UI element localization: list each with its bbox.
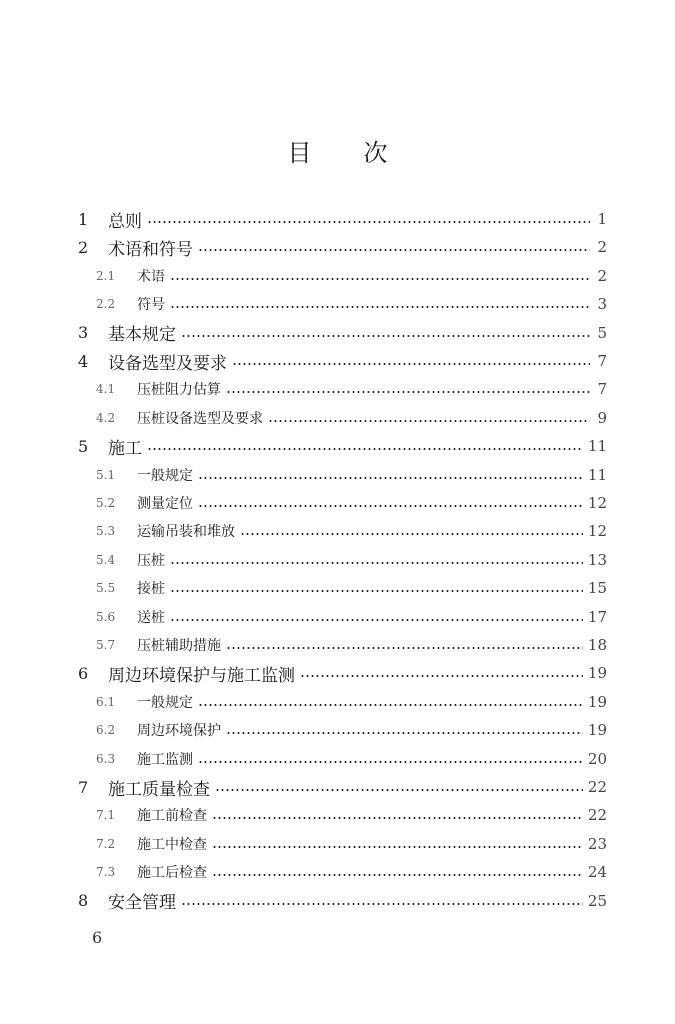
toc-entry-content xyxy=(137,379,607,399)
toc-entry-page: 20 xyxy=(587,749,607,768)
toc-entry-page: 7 xyxy=(597,352,607,370)
toc-entry-number: 6.1 xyxy=(96,694,116,709)
toc-entry-label: 安全管理 xyxy=(108,893,176,914)
dot-leader xyxy=(232,363,590,365)
toc-entry-label: 施工前检查 xyxy=(137,808,207,825)
toc-entry-number: 2.1 xyxy=(96,268,116,283)
toc-entry-content xyxy=(137,294,607,314)
page-number: 6 xyxy=(92,928,103,947)
toc-entry xyxy=(0,574,675,602)
toc-entry-content xyxy=(137,805,607,825)
dot-leader xyxy=(198,505,583,507)
toc-entry xyxy=(0,290,675,318)
toc-entry-page: 5 xyxy=(597,323,607,342)
toc-entry-content xyxy=(108,207,607,232)
toc-entry-label: 术语和符号 xyxy=(108,239,193,260)
toc-entry-label: 符号 xyxy=(137,297,165,314)
toc-entry-label: 基本规定 xyxy=(108,325,176,346)
toc-entry xyxy=(0,489,675,517)
toc-entry-page: 2 xyxy=(597,238,607,257)
dot-leader xyxy=(170,306,590,308)
toc-entry xyxy=(0,233,675,261)
toc-entry-label: 周边环境保护 xyxy=(137,723,221,740)
dot-leader xyxy=(268,420,590,422)
toc-entry-label: 术语 xyxy=(137,268,165,285)
toc-entry-page: 11 xyxy=(587,437,607,456)
toc-entry-number: 4.2 xyxy=(96,410,116,425)
toc-entry xyxy=(0,432,675,460)
toc-entry-content xyxy=(137,720,607,740)
toc-entry-page: 22 xyxy=(587,806,607,825)
toc-entry-page: 13 xyxy=(587,550,607,569)
toc-entry-number: 7.2 xyxy=(96,836,116,851)
toc-entry-page: 2 xyxy=(597,266,607,285)
toc-entry xyxy=(0,461,675,489)
toc-entry-content xyxy=(137,550,607,570)
toc-entry-label: 一般规定 xyxy=(137,694,193,711)
toc-entry-page: 9 xyxy=(597,408,607,427)
toc-entry-label: 运输吊装和堆放 xyxy=(137,524,235,541)
toc-entry-number: 7.3 xyxy=(96,865,116,880)
toc-entry-page: 3 xyxy=(597,295,607,314)
toc-entry-label: 周边环境保护与施工监测 xyxy=(108,665,295,686)
dot-leader xyxy=(147,221,590,223)
toc-entry-page: 18 xyxy=(587,636,607,654)
dot-leader xyxy=(170,590,583,592)
toc-entry-number: 5.4 xyxy=(96,552,116,567)
toc-entry-content xyxy=(108,888,607,913)
toc-entry-label: 施工中检查 xyxy=(137,836,207,853)
toc-entry-content xyxy=(108,775,607,800)
toc-entry-number: 8 xyxy=(78,891,89,911)
toc-entry-content xyxy=(137,465,607,485)
toc-entry xyxy=(0,716,675,744)
toc-entry xyxy=(0,887,675,915)
toc-entry-label: 测量定位 xyxy=(137,496,193,512)
toc-entry-label: 总则 xyxy=(108,211,142,232)
toc-entry-content xyxy=(137,578,607,598)
dot-leader xyxy=(170,562,583,564)
toc-entry xyxy=(0,773,675,801)
toc-entry-label: 施工监测 xyxy=(137,751,193,768)
toc-entry-page: 23 xyxy=(587,834,607,853)
toc-entry xyxy=(0,347,675,375)
toc-entry-number: 5 xyxy=(78,436,89,456)
toc-entry-page: 24 xyxy=(587,863,607,882)
toc-entry-number: 4 xyxy=(78,351,89,371)
toc-entry-label: 送桩 xyxy=(137,609,165,626)
toc-entry-content xyxy=(137,521,607,541)
toc-entry-label: 压桩设备选型及要求 xyxy=(137,410,263,427)
toc-entry-label: 压桩 xyxy=(137,552,165,569)
dot-leader xyxy=(300,675,583,677)
toc-entry-page: 15 xyxy=(587,579,607,598)
toc-entry-page: 19 xyxy=(587,664,607,683)
dot-leader xyxy=(240,533,583,535)
dot-leader xyxy=(226,647,583,649)
toc-entry-label: 一般规定 xyxy=(137,467,193,484)
toc-entry-content xyxy=(137,266,607,286)
toc-entry-number: 7 xyxy=(78,777,89,797)
toc-entry-content xyxy=(108,349,607,374)
toc-entry xyxy=(0,319,675,347)
toc-entry-number: 1 xyxy=(78,209,89,229)
toc-entry-number: 4.1 xyxy=(96,382,116,397)
toc-entry xyxy=(0,517,675,545)
toc-entry xyxy=(0,205,675,233)
toc-entry-page: 12 xyxy=(587,522,607,541)
page-title: 目次 xyxy=(287,139,440,167)
toc-entry-content xyxy=(108,235,607,260)
toc-entry xyxy=(0,603,675,631)
toc-entry-number: 2 xyxy=(78,237,89,257)
dot-leader xyxy=(170,619,583,621)
toc-entry-label: 压桩阻力估算 xyxy=(137,382,221,399)
toc-entry xyxy=(0,659,675,687)
toc-entry-content xyxy=(137,862,607,882)
dot-leader xyxy=(215,789,583,791)
toc-entry xyxy=(0,688,675,716)
toc-entry-label: 施工质量检查 xyxy=(108,779,210,800)
toc-entry-content xyxy=(137,607,607,627)
toc-entry-label: 施工 xyxy=(108,438,142,459)
toc-entry-page: 17 xyxy=(587,607,607,626)
toc-entry-content xyxy=(108,661,607,686)
toc-entry xyxy=(0,858,675,886)
toc-entry-number: 6.2 xyxy=(96,723,116,738)
toc-entry-number: 5.2 xyxy=(96,496,116,510)
toc-entry-content xyxy=(137,635,607,655)
dot-leader xyxy=(198,761,583,763)
dot-leader xyxy=(198,477,583,479)
dot-leader xyxy=(212,874,583,876)
toc-entry-number: 5.1 xyxy=(96,467,116,482)
toc-entry xyxy=(0,546,675,574)
toc-entry xyxy=(0,830,675,858)
toc-entry xyxy=(0,404,675,432)
dot-leader xyxy=(181,903,583,905)
toc-entry-content xyxy=(137,692,607,712)
toc-entry xyxy=(0,375,675,403)
dot-leader xyxy=(147,448,583,450)
toc-entry xyxy=(0,745,675,773)
toc-entry xyxy=(0,262,675,290)
toc-entry-label: 压桩辅助措施 xyxy=(137,638,221,654)
toc-entry-number: 5.6 xyxy=(96,609,116,624)
toc-entry xyxy=(0,631,675,659)
dot-leader xyxy=(226,732,583,734)
toc-entry-number: 3 xyxy=(78,323,89,343)
toc-entry-number: 7.1 xyxy=(96,808,116,823)
toc-entry-number: 6 xyxy=(78,663,89,683)
toc-entry-page: 12 xyxy=(587,494,607,512)
dot-leader xyxy=(198,704,583,706)
dot-leader xyxy=(226,391,590,393)
toc-entry xyxy=(0,801,675,829)
toc-entry-number: 5.5 xyxy=(96,581,116,596)
toc-entry-content xyxy=(137,493,607,513)
toc-entry-label: 施工后检查 xyxy=(137,865,207,882)
dot-leader xyxy=(212,817,583,819)
toc-entry-number: 6.3 xyxy=(96,751,116,766)
toc-entry-content xyxy=(137,749,607,769)
toc-entry-number: 5.3 xyxy=(96,524,116,539)
toc-entry-page: 1 xyxy=(597,210,607,228)
toc-entry-page: 7 xyxy=(597,380,607,399)
toc-entry-page: 19 xyxy=(587,692,607,711)
toc-entry-page: 19 xyxy=(587,721,607,740)
toc-entry-page: 11 xyxy=(587,465,607,484)
toc-entry-page: 25 xyxy=(587,891,607,910)
toc-entry-label: 接桩 xyxy=(137,581,165,598)
dot-leader xyxy=(181,335,590,337)
toc-entry-number: 5.7 xyxy=(96,638,116,652)
dot-leader xyxy=(212,846,583,848)
dot-leader xyxy=(198,249,590,251)
toc-entry-content xyxy=(108,320,607,345)
toc-entry-content xyxy=(137,408,607,428)
dot-leader xyxy=(170,278,590,280)
toc-entry-content xyxy=(137,834,607,854)
toc-entry-page: 22 xyxy=(587,778,607,796)
toc-entry-number: 2.2 xyxy=(96,297,116,312)
toc-entry-label: 设备选型及要求 xyxy=(108,353,227,374)
toc-entry-content xyxy=(108,434,607,459)
